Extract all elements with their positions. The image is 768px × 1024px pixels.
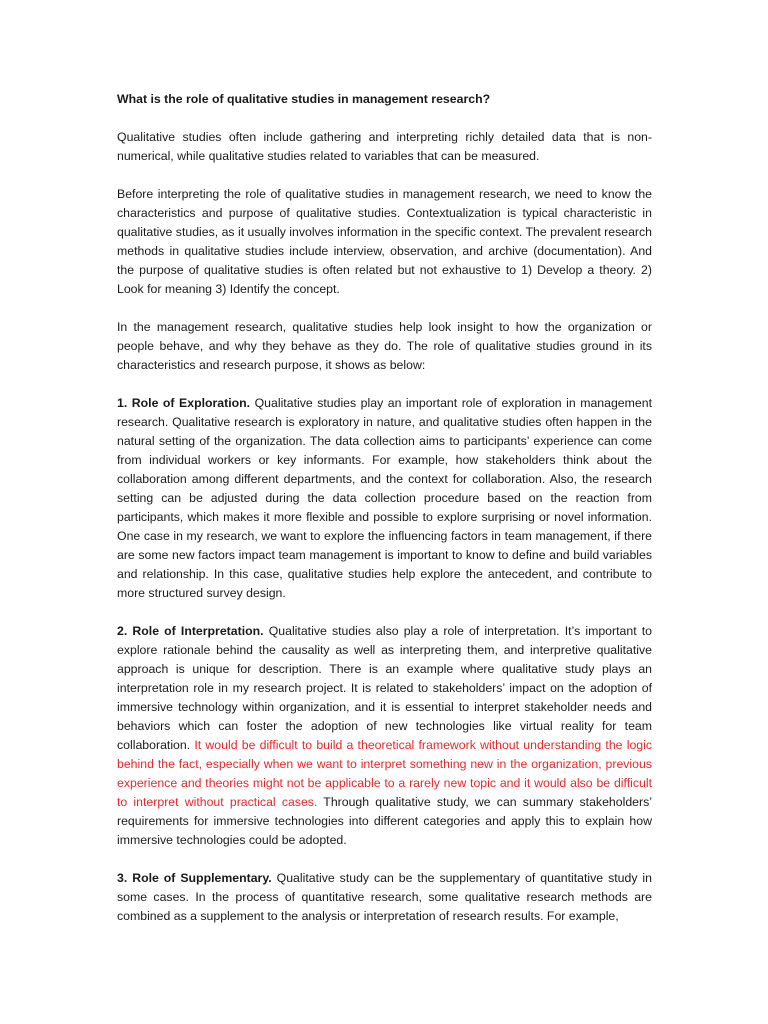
paragraph-intro-roles: In the management research, qualitative studies help look insight to how the organization or people behave, and why they behave as they do. The role of qualitative studies ground in its characteristics and research purpose, it shows as below: xyxy=(117,320,652,372)
paragraph-characteristics: Before interpreting the role of qualitative studies in management research, we need to know the characteristics and purpose of qualitative studies. Contextualization is typical characteristic in qualitative studies, as it usually involves information in the specific context. The prevalent research methods in qualitative studies include interview, observation, and archive (documentation). And the purpose of qualitative studies is often related but not exhaustive to 1) Develop a theory. 2) Look for meaning 3) Identify the concept. xyxy=(117,187,652,296)
document-title: What is the role of qualitative studies in management research? xyxy=(117,92,491,106)
section-supplementary-heading: 3. Role of Supplementary. xyxy=(117,871,272,885)
section-supplementary xyxy=(117,869,652,926)
section-exploration xyxy=(117,394,652,603)
section-supplementary-text: Qualitative study can be the supplementary of quantitative study in some cases. In the process of quantitative research, some qualitative research methods are combined as a supplement to the analysis or interpretation of research results. For example, xyxy=(117,871,652,923)
section-exploration-heading: 1. Role of Exploration. xyxy=(117,396,251,410)
section-interpretation-text-after: Through qualitative study, we can summary stakeholders’ requirements for immersive technologies into different categories and apply this to explain how immersive technologies could be adopted. xyxy=(117,795,652,847)
highlighted-red-text: It would be difficult to build a theoretical framework without understanding the logic behind the fact, especially when we want to interpret something new in the organization, previous experience and theories might not be applicable to a rarely new topic and it would also be difficult to interpret without practical cases. xyxy=(117,738,653,809)
section-interpretation-text: Qualitative studies also play a role of interpretation. It’s important to explore rationale behind the causality as well as interpreting them, and interpretive qualitative approach is unique for description. There is an example where qualitative study plays an interpretation role in my research project. It is related to stakeholders’ impact on the adoption of immersive technology within organization, and it is essential to interpret stakeholder needs and behaviors which can foster the adoption of new technologies like virtual reality for team collaboration. xyxy=(117,624,652,752)
document-body xyxy=(117,90,652,945)
section-interpretation-heading: 2. Role of Interpretation. xyxy=(117,624,264,638)
paragraph-definition: Qualitative studies often include gathering and interpreting richly detailed data that is non-numerical, while qualitative studies related to variables that can be measured. xyxy=(117,130,652,163)
section-interpretation xyxy=(117,622,652,850)
section-exploration-text: Qualitative studies play an important role of exploration in management research. Qualitative research is exploratory in nature, and qualitative studies often happen in the natural setting of the organization. The data collection aims to participants’ experience can come from individual workers or key informants. For example, how stakeholders think about the collaboration among different departments, and the context for collaboration. Also, the research setting can be adjusted during the data collection procedure based on the reaction from participants, which makes it more flexible and possible to explore surprising or novel information. One case in my research, we want to explore the influencing factors in team management, if there are some new factors impact team management is important to know to define and build variables and relationship. In this case, qualitative studies help explore the antecedent, and contribute to more structured survey design. xyxy=(117,396,652,600)
